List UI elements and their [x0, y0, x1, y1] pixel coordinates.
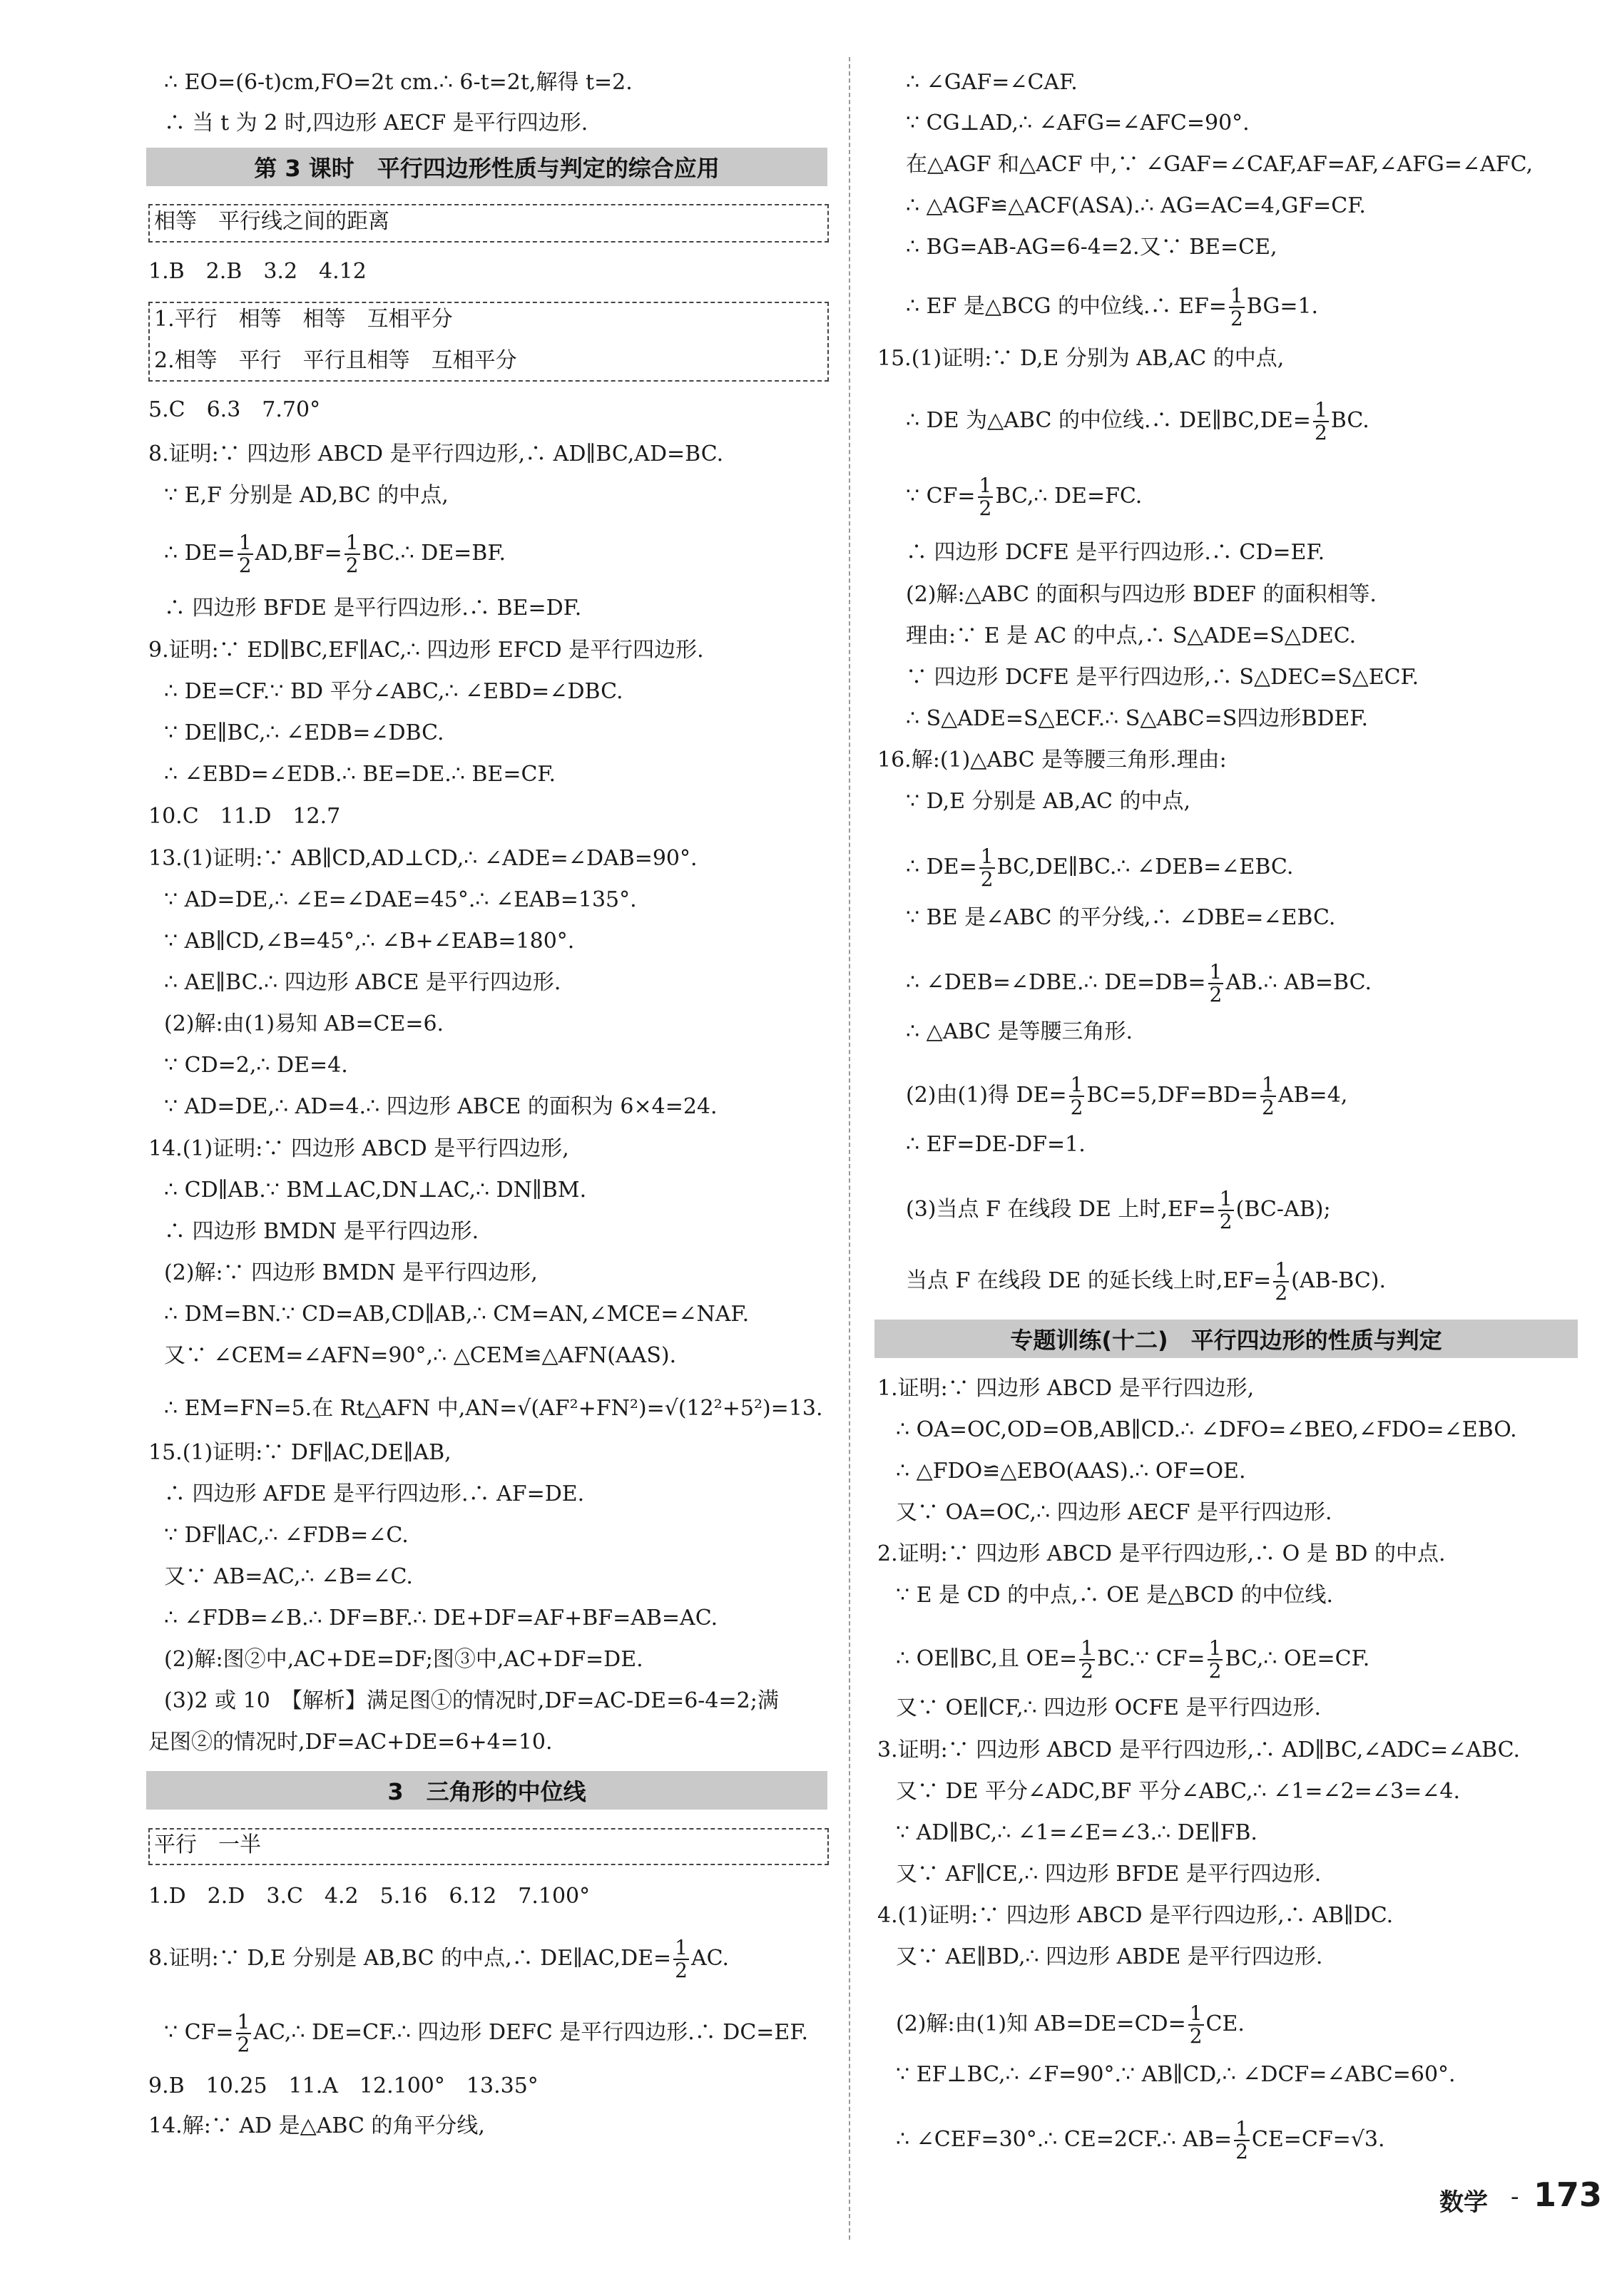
- text-part: AB.∴ AB=BC.: [1225, 970, 1372, 995]
- text-part: BC.: [1330, 408, 1369, 433]
- text-line: [906, 1260, 1386, 1304]
- text-part: 8.证明:∵ D,E 分别是 AB,BC 的中点,∴ DE∥AC,DE=: [148, 1946, 672, 1971]
- text-line: 3.证明:∵ 四边形 ABCD 是平行四边形,∴ AD∥BC,∠ADC=∠ABC.: [877, 1738, 1521, 1762]
- text-line: [148, 1937, 729, 1981]
- text-part: ∴ EF 是△BCG 的中位线.∴ EF=: [906, 294, 1227, 319]
- text-line: ∵ AD=DE,∴ ∠E=∠DAE=45°.∴ ∠EAB=135°.: [164, 887, 637, 912]
- text-line: 14.(1)证明:∵ 四边形 ABCD 是平行四边形,: [148, 1136, 569, 1161]
- text-part: ∵ CF=: [164, 2020, 234, 2045]
- fraction: $\frac{1}{2}$: [237, 2010, 250, 2056]
- text-line: 又∵ ∠CEM=∠AFN=90°,∴ △CEM≌△AFN(AAS).: [164, 1343, 677, 1368]
- fraction: $\frac{1}{2}$: [1209, 960, 1223, 1006]
- text-line: ∵ EF⊥BC,∴ ∠F=90°.∵ AB∥CD,∴ ∠DCF=∠ABC=60°.: [896, 2062, 1456, 2087]
- text-line: ∴ ∠FDB=∠B.∴ DF=BF.∴ DE+DF=AF+BF=AB=AC.: [164, 1606, 718, 1631]
- text-line: [906, 1188, 1331, 1233]
- text-line: ∴ 四边形 BFDE 是平行四边形.∴ BE=DF.: [164, 596, 582, 621]
- text-part: ∴ ∠CEF=30°.∴ CE=2CF.∴ AB=: [896, 2127, 1233, 2152]
- text-line: 13.(1)证明:∵ AB∥CD,AD⊥CD,∴ ∠ADE=∠DAB=90°.: [148, 846, 698, 871]
- fraction: $\frac{1}{2}$: [1070, 1073, 1083, 1119]
- text-line: [906, 285, 1318, 330]
- text-part: ∴ DE=: [906, 854, 977, 879]
- fraction: $\frac{1}{2}$: [1219, 1187, 1233, 1233]
- text-line: 又∵ AF∥CE,∴ 四边形 BFDE 是平行四边形.: [896, 1862, 1322, 1887]
- text-line: ∵ AB∥CD,∠B=45°,∴ ∠B+∠EAB=180°.: [164, 929, 575, 954]
- text-line: ∴ △ABC 是等腰三角形.: [906, 1019, 1133, 1044]
- text-line: [896, 2003, 1245, 2047]
- text-line: ∴ EM=FN=5.在 Rt△AFN 中,AN=√(AF²+FN²)=√(12²+5²)=13.: [164, 1396, 823, 1421]
- text-line: (2)解:图②中,AC+DE=DF;图③中,AC+DF=DE.: [164, 1647, 643, 1672]
- box-text: 1.平行 相等 相等 互相平分: [154, 307, 453, 332]
- text-part: (AB-BC).: [1291, 1268, 1387, 1293]
- text-line: 理由:∵ E 是 AC 的中点,∴ S△ADE=S△DEC.: [906, 623, 1357, 648]
- text-line: 足图②的情况时,DF=AC+DE=6+4=10.: [148, 1730, 553, 1755]
- text-line: ∵ CG⊥AD,∴ ∠AFG=∠AFC=90°.: [906, 111, 1250, 136]
- text-part: CE=CF=√3.: [1251, 2127, 1385, 2152]
- text-part: (BC-AB);: [1235, 1197, 1331, 1222]
- section-header: 第 3 课时 平行四边形性质与判定的综合应用: [146, 148, 827, 186]
- text-line: 又∵ AB=AC,∴ ∠B=∠C.: [164, 1564, 413, 1589]
- page-number: 173: [1534, 2175, 1602, 2214]
- text-part: AB=4,: [1277, 1083, 1348, 1108]
- text-line: 15.(1)证明:∵ D,E 分别为 AB,AC 的中点,: [877, 346, 1285, 371]
- text-line: 又∵ DE 平分∠ADC,BF 平分∠ABC,∴ ∠1=∠2=∠3=∠4.: [896, 1779, 1460, 1804]
- text-line: 15.(1)证明:∵ DF∥AC,DE∥AB,: [148, 1440, 451, 1465]
- text-line: ∴ DE=CF.∵ BD 平分∠ABC,∴ ∠EBD=∠DBC.: [164, 679, 623, 704]
- text-part: (2)由(1)得 DE=: [906, 1083, 1067, 1108]
- text-line: ∴ S△ADE=S△ECF.∴ S△ABC=S四边形BDEF.: [906, 706, 1368, 731]
- text-line: 16.解:(1)△ABC 是等腰三角形.理由:: [877, 748, 1227, 772]
- text-line: ∴ △AGF≌△ACF(ASA).∴ AG=AC=4,GF=CF.: [906, 193, 1366, 218]
- answer-line: 10.C 11.D 12.7: [148, 804, 341, 829]
- text-part: ∴ OE∥BC,且 OE=: [896, 1646, 1078, 1671]
- fraction: $\frac{1}{2}$: [345, 531, 359, 577]
- text-line: [164, 532, 506, 576]
- text-line: [906, 961, 1372, 1006]
- text-part: BC,∴ OE=CF.: [1225, 1646, 1370, 1671]
- text-line: 又∵ AE∥BD,∴ 四边形 ABDE 是平行四边形.: [896, 1944, 1323, 1969]
- column-divider: [849, 57, 850, 2240]
- fraction: $\frac{1}{2}$: [1235, 2117, 1248, 2163]
- text-part: BC.∴ DE=BF.: [362, 541, 506, 566]
- text-line: [896, 2118, 1385, 2163]
- text-part: 当点 F 在线段 DE 的延长线上时,EF=: [906, 1268, 1272, 1293]
- text-part: CE.: [1205, 2011, 1245, 2036]
- fraction: $\frac{1}{2}$: [238, 531, 252, 577]
- text-line: ∵ BE 是∠ABC 的平分线,∴ ∠DBE=∠EBC.: [906, 905, 1336, 930]
- fraction: $\frac{1}{2}$: [979, 474, 992, 520]
- text-part: (2)解:由(1)知 AB=DE=CD=: [896, 2011, 1186, 2036]
- text-part: AC,∴ DE=CF.∴ 四边形 DEFC 是平行四边形.∴ DC=EF.: [253, 2020, 809, 2045]
- answer-line: 9.B 10.25 11.A 12.100° 13.35°: [148, 2073, 539, 2098]
- text-part: ∴ ∠DEB=∠DBE.∴ DE=DB=: [906, 970, 1206, 995]
- text-line: [906, 1074, 1347, 1118]
- text-line: [896, 1638, 1369, 1682]
- text-line: ∴ AE∥BC.∴ 四边形 ABCE 是平行四边形.: [164, 970, 561, 995]
- answer-line: 1.D 2.D 3.C 4.2 5.16 6.12 7.100°: [148, 1884, 591, 1909]
- text-part: ∵ CF=: [906, 484, 976, 509]
- text-line: ∵ 四边形 DCFE 是平行四边形,∴ S△DEC=S△ECF.: [906, 665, 1419, 690]
- text-part: BG=1.: [1246, 294, 1319, 319]
- text-part: ∴ DE=: [164, 541, 235, 566]
- text-line: (2)解:△ABC 的面积与四边形 BDEF 的面积相等.: [906, 582, 1377, 607]
- text-line: [906, 399, 1369, 444]
- text-line: 8.证明:∵ 四边形 ABCD 是平行四边形,∴ AD∥BC,AD=BC.: [148, 442, 724, 466]
- text-part: AD,BF=: [255, 541, 342, 566]
- text-line: ∴ 四边形 BMDN 是平行四边形.: [164, 1219, 479, 1244]
- text-line: ∴ 四边形 DCFE 是平行四边形.∴ CD=EF.: [906, 540, 1325, 565]
- box-text: 平行 一半: [154, 1832, 261, 1857]
- answer-line: 1.B 2.B 3.2 4.12: [148, 259, 367, 284]
- text-line: 9.证明:∵ ED∥BC,EF∥AC,∴ 四边形 EFCD 是平行四边形.: [148, 638, 704, 663]
- text-line: ∴ △FDO≌△EBO(AAS).∴ OF=OE.: [896, 1459, 1246, 1484]
- text-part: ∴ DE 为△ABC 的中位线.∴ DE∥BC,DE=: [906, 408, 1311, 433]
- text-line: (2)解:∵ 四边形 BMDN 是平行四边形,: [164, 1260, 538, 1285]
- text-line: ∵ E 是 CD 的中点,∴ OE 是△BCD 的中位线.: [896, 1583, 1333, 1608]
- text-line: 又∵ OA=OC,∴ 四边形 AECF 是平行四边形.: [896, 1500, 1332, 1525]
- text-line: ∴ CD∥AB.∵ BM⊥AC,DN⊥AC,∴ DN∥BM.: [164, 1178, 587, 1203]
- text-line: (2)解:由(1)易知 AB=CE=6.: [164, 1011, 444, 1036]
- text-line: ∵ CD=2,∴ DE=4.: [164, 1053, 348, 1078]
- text-line: (3)2 或 10 【解析】满足图①的情况时,DF=AC-DE=6-4=2;满: [164, 1688, 779, 1713]
- text-part: BC.∵ CF=: [1097, 1646, 1205, 1671]
- text-line: ∴ EO=(6-t)cm,FO=2t cm.∴ 6-t=2t,解得 t=2.: [164, 70, 633, 95]
- text-line: ∴ EF=DE-DF=1.: [906, 1132, 1086, 1157]
- text-line: ∵ E,F 分别是 AD,BC 的中点,: [164, 483, 449, 508]
- text-line: [906, 846, 1293, 890]
- fraction: $\frac{1}{2}$: [1081, 1636, 1093, 1683]
- fraction: $\frac{1}{2}$: [980, 845, 994, 891]
- text-line: 4.(1)证明:∵ 四边形 ABCD 是平行四边形,∴ AB∥DC.: [877, 1903, 1394, 1928]
- text-line: 在△AGF 和△ACF 中,∵ ∠GAF=∠CAF,AF=AF,∠AFG=∠AFC,: [906, 152, 1534, 177]
- text-line: 1.证明:∵ 四边形 ABCD 是平行四边形,: [877, 1376, 1255, 1401]
- box-text: 2.相等 平行 平行且相等 互相平分: [154, 348, 517, 373]
- text-line: [906, 475, 1142, 519]
- text-line: ∵ D,E 分别是 AB,AC 的中点,: [906, 789, 1191, 814]
- fraction: $\frac{1}{2}$: [1262, 1073, 1275, 1119]
- text-line: 2.证明:∵ 四边形 ABCD 是平行四边形,∴ O 是 BD 的中点.: [877, 1541, 1446, 1566]
- text-line: ∴ ∠GAF=∠CAF.: [906, 70, 1078, 95]
- fraction: $\frac{1}{2}$: [675, 1936, 688, 1982]
- text-line: ∴ 当 t 为 2 时,四边形 AECF 是平行四边形.: [164, 111, 588, 136]
- text-line: [164, 2011, 808, 2056]
- fraction: $\frac{1}{2}$: [1189, 2001, 1203, 2048]
- text-line: ∴ 四边形 AFDE 是平行四边形.∴ AF=DE.: [164, 1481, 585, 1506]
- text-line: ∴ DM=BN.∵ CD=AB,CD∥AB,∴ CM=AN,∠MCE=∠NAF.: [164, 1302, 750, 1327]
- answer-line: 5.C 6.3 7.70°: [148, 397, 321, 422]
- text-line: ∴ OA=OC,OD=OB,AB∥CD.∴ ∠DFO=∠BEO,∠FDO=∠EBO.: [896, 1417, 1517, 1442]
- fraction: $\frac{1}{2}$: [1208, 1636, 1222, 1683]
- text-part: BC,DE∥BC.∴ ∠DEB=∠EBC.: [996, 854, 1294, 879]
- text-line: ∵ DF∥AC,∴ ∠FDB=∠C.: [164, 1523, 409, 1548]
- footer-subject: 数学: [1439, 2188, 1488, 2217]
- text-line: ∵ AD=DE,∴ AD=4.∴ 四边形 ABCE 的面积为 6×4=24.: [164, 1094, 718, 1119]
- text-line: 14.解:∵ AD 是△ABC 的角平分线,: [148, 2113, 485, 2138]
- footer-dash: -: [1511, 2183, 1519, 2211]
- text-line: ∵ AD∥BC,∴ ∠1=∠E=∠3.∴ DE∥FB.: [896, 1820, 1257, 1845]
- fraction: $\frac{1}{2}$: [1275, 1258, 1288, 1305]
- section-header: 专题训练(十二) 平行四边形的性质与判定: [874, 1320, 1578, 1358]
- text-part: (3)当点 F 在线段 DE 上时,EF=: [906, 1197, 1216, 1222]
- text-line: ∵ DE∥BC,∴ ∠EDB=∠DBC.: [164, 720, 444, 745]
- text-part: BC,∴ DE=FC.: [995, 484, 1143, 509]
- box-text: 相等 平行线之间的距离: [154, 209, 389, 234]
- text-line: ∴ BG=AB-AG=6-4=2.又∵ BE=CE,: [906, 235, 1277, 260]
- fraction: $\frac{1}{2}$: [1314, 398, 1327, 444]
- fraction: $\frac{1}{2}$: [1230, 284, 1243, 330]
- text-line: 又∵ OE∥CF,∴ 四边形 OCFE 是平行四边形.: [896, 1695, 1322, 1720]
- text-part: AC.: [690, 1946, 730, 1971]
- text-line: ∴ ∠EBD=∠EDB.∴ BE=DE.∴ BE=CF.: [164, 762, 556, 787]
- text-part: BC=5,DF=BD=: [1086, 1083, 1259, 1108]
- section-header: 3 三角形的中位线: [146, 1771, 827, 1810]
